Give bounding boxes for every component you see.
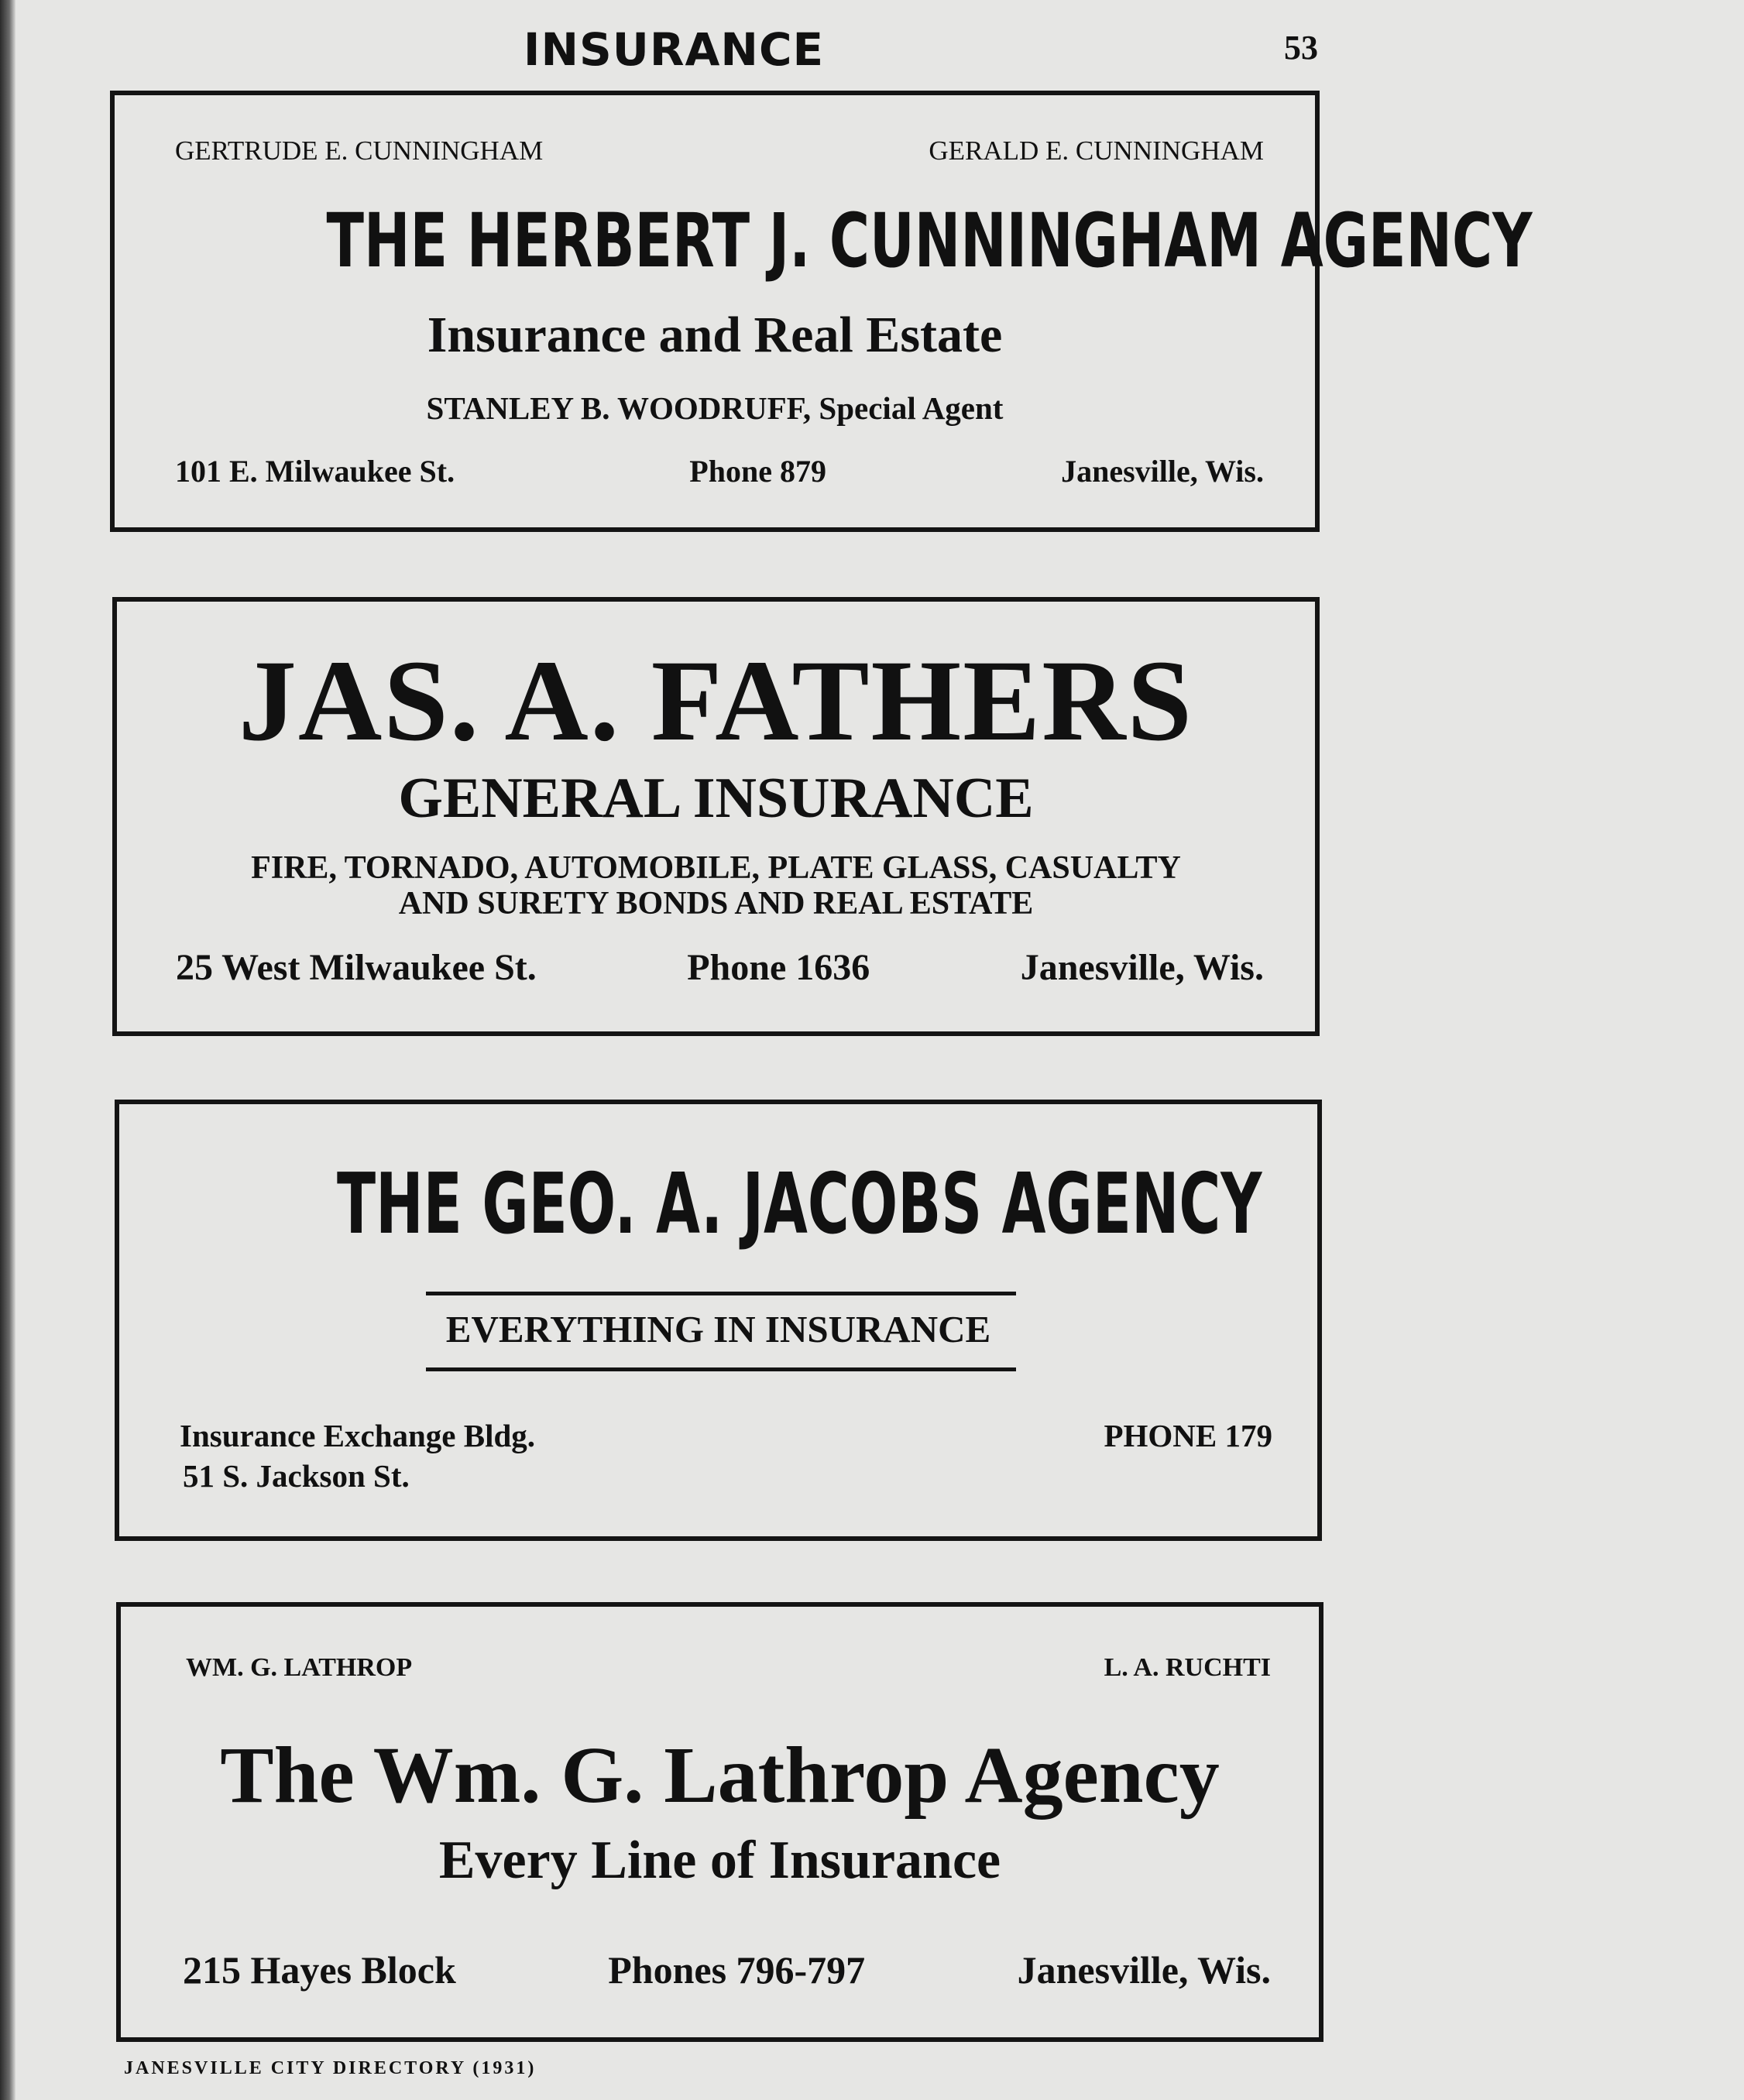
- ad-cunningham-partners: [115, 136, 1315, 166]
- partner-right: GERALD E. CUNNINGHAM: [929, 136, 1264, 166]
- ad-jacobs-address-row: [119, 1457, 1317, 1494]
- agency-tagline: Insurance and Real Estate: [427, 307, 1003, 363]
- coverage-lines-2: AND SURETY BONDS AND REAL ESTATE: [398, 886, 1034, 921]
- page-binding-edge: [0, 0, 15, 2100]
- ad-jacobs: [115, 1100, 1322, 1541]
- phone: PHONE 179: [1104, 1418, 1272, 1453]
- partner-left: GERTRUDE E. CUNNINGHAM: [175, 136, 544, 166]
- building: Insurance Exchange Bldg.: [180, 1418, 536, 1453]
- phone: Phone 1636: [687, 947, 870, 988]
- tagline-rule-top: [426, 1292, 1016, 1295]
- ad-fathers-contact: [117, 946, 1315, 989]
- partner-left: WM. G. LATHROP: [186, 1653, 413, 1682]
- partner-right: L. A. RUCHTI: [1104, 1653, 1271, 1682]
- special-agent: STANLEY B. WOODRUFF, Special Agent: [426, 390, 1004, 426]
- agency-name: THE HERBERT J. CUNNINGHAM AGENCY: [326, 197, 1533, 284]
- address: 215 Hayes Block: [183, 1948, 456, 1992]
- agency-tagline: EVERYTHING IN INSURANCE: [445, 1308, 991, 1350]
- ad-jacobs-contact: [119, 1417, 1317, 1454]
- address: 51 S. Jackson St.: [183, 1458, 410, 1494]
- address: 101 E. Milwaukee St.: [175, 454, 455, 489]
- agency-name: JAS. A. FATHERS: [238, 637, 1193, 765]
- agency-name: THE GEO. A. JACOBS AGENCY: [337, 1156, 1262, 1253]
- phone: Phone 879: [689, 454, 826, 489]
- page-footer: JANESVILLE CITY DIRECTORY (1931): [124, 2058, 537, 2078]
- city: Janesville, Wis.: [1020, 947, 1264, 988]
- agency-name: The Wm. G. Lathrop Agency: [220, 1731, 1220, 1820]
- ad-lathrop: [116, 1602, 1323, 2042]
- city: Janesville, Wis.: [1017, 1948, 1271, 1992]
- coverage-lines-1: FIRE, TORNADO, AUTOMOBILE, PLATE GLASS, CASUALTY: [251, 850, 1181, 886]
- section-header: INSURANCE: [523, 23, 825, 76]
- ad-cunningham: [110, 91, 1533, 532]
- city: Janesville, Wis.: [1061, 454, 1264, 489]
- agency-tagline: Every Line of Insurance: [438, 1831, 1001, 1890]
- address: 25 West Milwaukee St.: [176, 947, 537, 988]
- tagline-rule-bottom: [426, 1367, 1016, 1371]
- agency-tagline: GENERAL INSURANCE: [398, 767, 1034, 830]
- phone: Phones 796-797: [608, 1948, 866, 1992]
- page-number: 53: [1284, 29, 1318, 67]
- ad-cunningham-contact: [115, 453, 1315, 489]
- ad-lathrop-partners: [121, 1653, 1319, 1683]
- ad-fathers: [112, 597, 1320, 1036]
- ad-lathrop-contact: [121, 1947, 1319, 1992]
